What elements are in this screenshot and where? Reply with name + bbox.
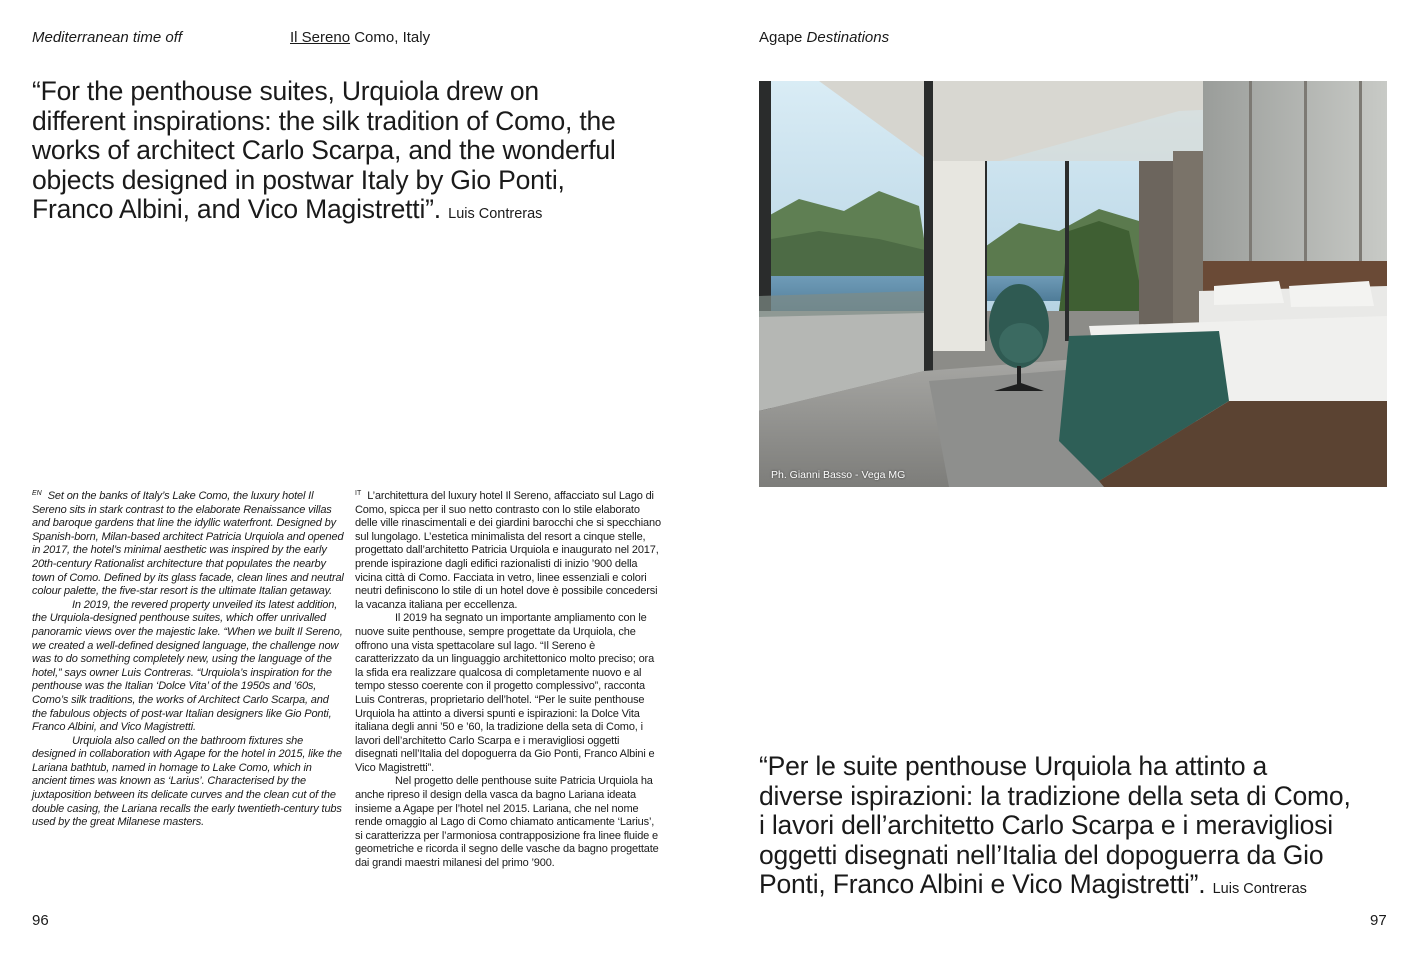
page-number-left: 96 bbox=[32, 912, 49, 929]
body-paragraph bbox=[355, 487, 661, 612]
quote-line: i lavori dell’architetto Carlo Scarpa e i meravigliosi bbox=[759, 810, 1333, 840]
hotel-name-link[interactable]: Il Sereno bbox=[290, 29, 351, 46]
quote-line: objects designed in postwar Italy by Gio Ponti, bbox=[32, 164, 565, 195]
right-header bbox=[759, 29, 889, 47]
paragraph-text: L’architettura del luxury hotel Il Sereno, affacciato sul Lago di Como, spicca per il suo netto contrasto con lo stile elaborato delle ville rinascimentali e dei giardini barocchi che si specchiano sul lungolago. L’estetica minimalista del resort a cinque stelle, progettato dall’architetto Patricia Urquiola e inaugurato nel 2017, prende ispirazione dagli edifici razionalisti di inizio ’900 della vicina città di Como. Facciata in vetro, linee essenziali e colori neutri definiscono lo stile di un hotel dove è possibile concedersi la vacanza italiana per eccellenza. bbox=[355, 490, 661, 611]
right-section-title: Destinations bbox=[806, 29, 890, 46]
left-section-title: Mediterranean time off bbox=[32, 29, 183, 46]
quote-line: diverse ispirazioni: la tradizione della seta di Como, bbox=[759, 780, 1351, 811]
photo-credit: Ph. Gianni Basso - Vega MG bbox=[771, 469, 906, 481]
paragraph-text: Set on the banks of Italy’s Lake Como, the luxury hotel Il Sereno sits in stark contrast to the elaborate Renaissance villas and baroque gardens that line the idyllic waterfront. Designed by Spanish-born, Milan-based architect Patricia Urquiola and opened in 2017, the hotel’s minimal aesthetic was inspired by the early 20th-century Rationalist architecture that populates the nearby town of Como. Defined by its glass facade, clean lines and neutral colour palette, the five-star resort is the ultimate Italian getaway. bbox=[32, 490, 344, 598]
hotel-location: Como, Italy bbox=[354, 29, 431, 46]
quote-line: “Per le suite penthouse Urquiola ha attinto a bbox=[759, 751, 1268, 781]
pull-quote-en bbox=[32, 77, 712, 230]
photo-illustration bbox=[759, 81, 1387, 487]
body-paragraph bbox=[32, 487, 344, 599]
left-header-hotel bbox=[290, 29, 430, 47]
quote-line-last bbox=[32, 195, 712, 230]
quote-line-last bbox=[759, 870, 1409, 905]
quote-line: Franco Albini, and Vico Magistretti”. bbox=[32, 194, 441, 224]
page-number-right: 97 bbox=[1370, 912, 1387, 929]
language-tag-it: IT bbox=[355, 490, 362, 497]
body-paragraph: Il 2019 ha segnato un importante ampliamento con le nuove suite penthouse, sempre progettate da Urquiola, che offrono una vista spettacolare sul lago. “Il Sereno è caratterizzato da un linguaggio architettonico molto preciso; ora la sfida era realizzare qualcosa di completamente nuovo e al tempo stesso coerente con il progetto complessivo”, racconta Luis Contreras, proprietario dell’hotel. “Per le suite penthouse Urquiola ha attinto a diversi spunti e ispirazioni: la Dolce Vita italiana degli anni ’50 e ’60, la tradizione della seta di Como, i lavori dell’architetto Carlo Scarpa e i meravigliosi oggetti disegnati nell’Italia del dopoguerra da Gio Ponti, Franco Albini e Vico Magistretti”. bbox=[355, 612, 655, 774]
language-tag-en: EN bbox=[32, 490, 42, 497]
body-column-it bbox=[355, 487, 661, 871]
hotel-suite-photo bbox=[759, 81, 1387, 487]
body-paragraph: In 2019, the revered property unveiled its latest addition, the Urquiola-designed penthouse suites, which offer unrivalled panoramic views over the majestic lake. “When we built Il Sereno, we created a well-defined designed language, the challenge now was to do something completely new, using the language of the hotel,” says owner Luis Contreras. “Urquiola’s inspiration for the penthouse was the Italian ‘Dolce Vita’ of the 1950s and ’60s, Como’s silk traditions, the works of Architect Carlo Scarpa, and the fabulous objects of post-war Italian designers like Gio Ponti, Franco Albini, and Vico Magistretti. bbox=[32, 598, 343, 734]
quote-line: oggetti disegnati nell’Italia del dopoguerra da Gio bbox=[759, 839, 1324, 870]
quote-line: “For the penthouse suites, Urquiola drew on bbox=[32, 76, 539, 106]
quote-line: Ponti, Franco Albini e Vico Magistretti”. bbox=[759, 869, 1206, 899]
quote-attribution: Luis Contreras bbox=[448, 206, 543, 222]
quote-line: different inspirations: the silk tradition of Como, the bbox=[32, 105, 616, 136]
body-paragraph: Urquiola also called on the bathroom fixtures she designed in collaboration with Agape for the hotel in 2015, like the Lariana bathtub, named in homage to Lake Como, which in ancient times was known as ‘Larius’. Characterised by the juxtaposition between its delicate curves and the clean cut of the double casing, the Lariana recalls the early twentieth-century tubs used by the great Milanese masters. bbox=[32, 734, 342, 829]
body-column-en bbox=[32, 487, 344, 830]
quote-attribution: Luis Contreras bbox=[1212, 881, 1307, 897]
body-paragraph: Nel progetto delle penthouse suite Patricia Urquiola ha anche ripreso il design della vasca da bagno Lariana ideata insieme a Agape per l’hotel nel 2015. Lariana, che nel nome rende omaggio al Lago di Como chiamato anticamente ‘Larius’, si caratterizza per l’armoniosa contrapposizione fra linee fluide e geometriche e ricorda il segno delle vasche da bagno progettate dai grandi maestri milanesi del primo ’900. bbox=[355, 775, 659, 870]
pull-quote-it bbox=[759, 752, 1409, 905]
quote-line: works of architect Carlo Scarpa, and the wonderful bbox=[32, 135, 616, 165]
brand-name: Agape bbox=[759, 29, 803, 46]
